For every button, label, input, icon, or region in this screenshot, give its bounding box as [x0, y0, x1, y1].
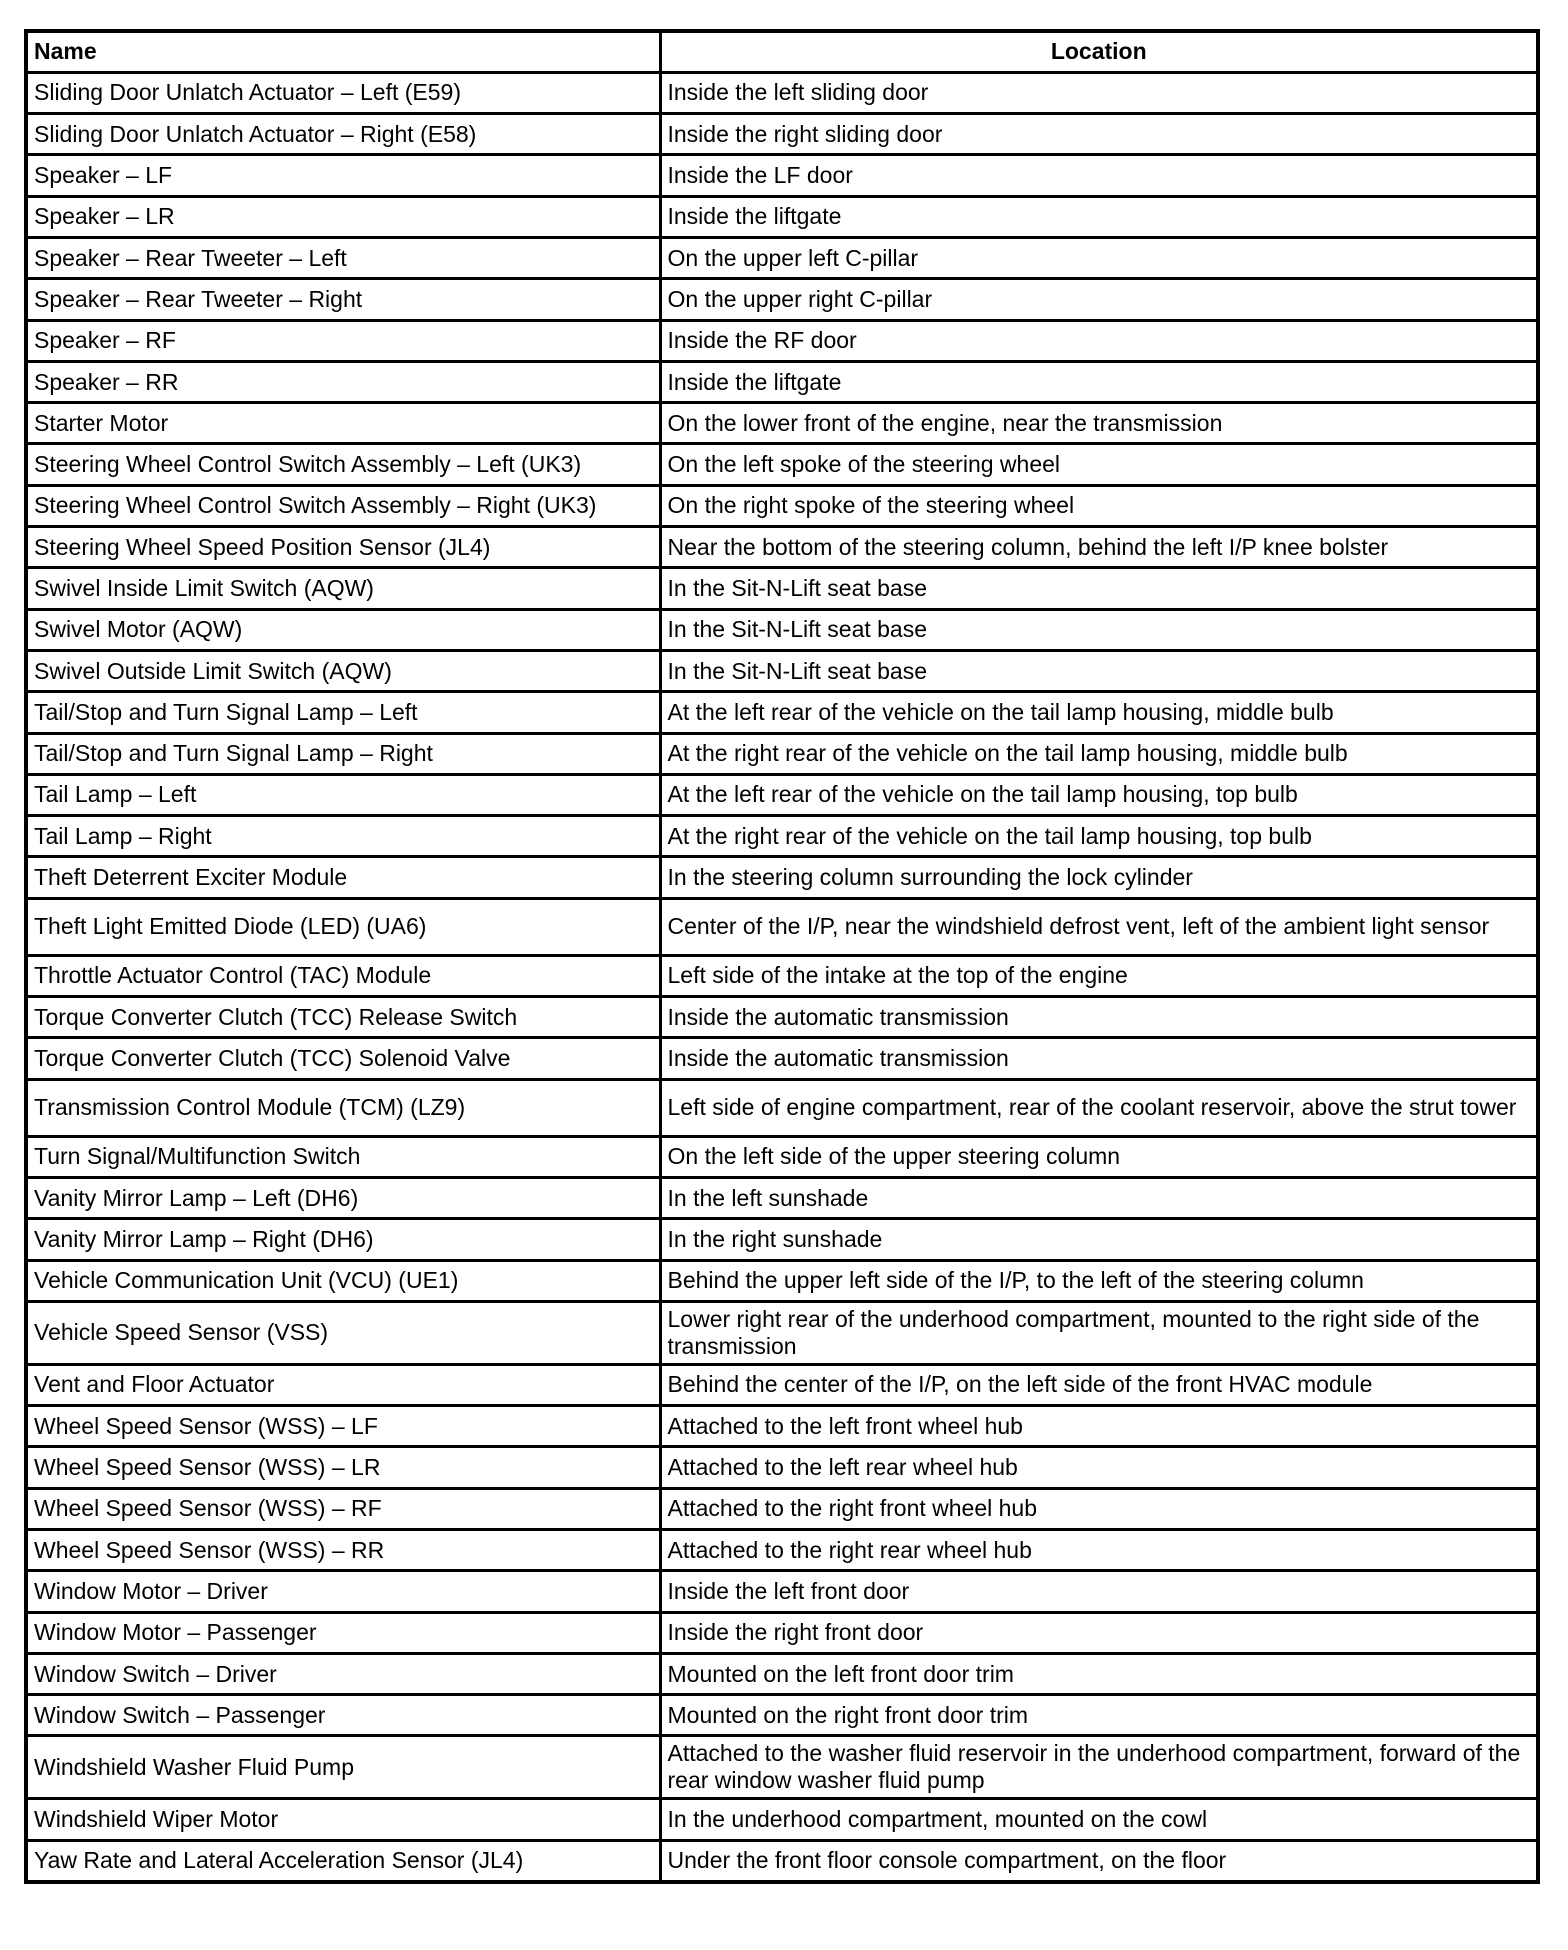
name-column-header: Name	[26, 31, 660, 72]
component-location-cell: On the upper left C-pillar	[660, 237, 1538, 278]
table-row	[26, 114, 1538, 155]
component-location-cell: Near the bottom of the steering column, behind the left I/P knee bolster	[660, 527, 1538, 568]
table-row	[26, 1177, 1538, 1218]
component-location-cell: Attached to the right front wheel hub	[660, 1488, 1538, 1529]
component-name-cell: Window Motor – Passenger	[26, 1612, 660, 1653]
component-location-cell: In the Sit-N-Lift seat base	[660, 568, 1538, 609]
component-location-cell: On the upper right C-pillar	[660, 279, 1538, 320]
table-row	[26, 527, 1538, 568]
component-location-cell: Inside the left sliding door	[660, 72, 1538, 113]
table-row	[26, 774, 1538, 815]
table-row	[26, 237, 1538, 278]
component-name-cell: Windshield Wiper Motor	[26, 1799, 660, 1840]
component-name-cell: Vanity Mirror Lamp – Right (DH6)	[26, 1219, 660, 1260]
table-row	[26, 1079, 1538, 1136]
table-row	[26, 609, 1538, 650]
location-column-header: Location	[660, 31, 1538, 72]
table-row	[26, 444, 1538, 485]
component-name-cell: Tail Lamp – Right	[26, 816, 660, 857]
component-name-cell: Tail/Stop and Turn Signal Lamp – Left	[26, 692, 660, 733]
table-header-row	[26, 31, 1538, 72]
component-name-cell: Speaker – LR	[26, 196, 660, 237]
table-row	[26, 1038, 1538, 1079]
component-name-cell: Transmission Control Module (TCM) (LZ9)	[26, 1079, 660, 1136]
component-name-cell: Swivel Inside Limit Switch (AQW)	[26, 568, 660, 609]
table-row	[26, 1219, 1538, 1260]
table-row	[26, 1406, 1538, 1447]
component-name-cell: Vehicle Speed Sensor (VSS)	[26, 1301, 660, 1364]
table-row	[26, 279, 1538, 320]
component-location-cell: Behind the upper left side of the I/P, to the left of the steering column	[660, 1260, 1538, 1301]
table-row	[26, 1488, 1538, 1529]
component-name-cell: Torque Converter Clutch (TCC) Solenoid Valve	[26, 1038, 660, 1079]
component-name-cell: Window Switch – Passenger	[26, 1695, 660, 1736]
component-location-cell: In the Sit-N-Lift seat base	[660, 609, 1538, 650]
table-row	[26, 1260, 1538, 1301]
component-location-cell: In the underhood compartment, mounted on the cowl	[660, 1799, 1538, 1840]
table-row	[26, 155, 1538, 196]
component-location-cell: Left side of the intake at the top of the engine	[660, 955, 1538, 996]
component-location-cell: Behind the center of the I/P, on the left side of the front HVAC module	[660, 1364, 1538, 1405]
table-row	[26, 1571, 1538, 1612]
component-location-cell: Mounted on the left front door trim	[660, 1653, 1538, 1694]
component-location-cell: On the right spoke of the steering wheel	[660, 485, 1538, 526]
component-name-cell: Window Motor – Driver	[26, 1571, 660, 1612]
component-name-cell: Sliding Door Unlatch Actuator – Left (E59)	[26, 72, 660, 113]
component-name-cell: Window Switch – Driver	[26, 1653, 660, 1694]
component-name-cell: Sliding Door Unlatch Actuator – Right (E58)	[26, 114, 660, 155]
component-name-cell: Tail Lamp – Left	[26, 774, 660, 815]
table-row	[26, 196, 1538, 237]
table-row	[26, 1447, 1538, 1488]
component-location-cell: Mounted on the right front door trim	[660, 1695, 1538, 1736]
table-row	[26, 1695, 1538, 1736]
component-location-cell: At the left rear of the vehicle on the tail lamp housing, middle bulb	[660, 692, 1538, 733]
component-location-cell: Inside the right front door	[660, 1612, 1538, 1653]
table-row	[26, 816, 1538, 857]
table-row	[26, 1840, 1538, 1881]
component-name-cell: Swivel Motor (AQW)	[26, 609, 660, 650]
component-location-cell: Inside the left front door	[660, 1571, 1538, 1612]
table-row	[26, 898, 1538, 955]
component-name-cell: Theft Deterrent Exciter Module	[26, 857, 660, 898]
table-row	[26, 692, 1538, 733]
component-location-cell: On the left spoke of the steering wheel	[660, 444, 1538, 485]
table-row	[26, 1612, 1538, 1653]
component-name-cell: Yaw Rate and Lateral Acceleration Sensor (JL4)	[26, 1840, 660, 1881]
component-name-cell: Steering Wheel Control Switch Assembly – Right (UK3)	[26, 485, 660, 526]
component-name-cell: Speaker – Rear Tweeter – Left	[26, 237, 660, 278]
component-name-cell: Vanity Mirror Lamp – Left (DH6)	[26, 1177, 660, 1218]
component-location-cell: On the left side of the upper steering column	[660, 1136, 1538, 1177]
component-name-cell: Steering Wheel Control Switch Assembly – Left (UK3)	[26, 444, 660, 485]
component-location-cell: Inside the LF door	[660, 155, 1538, 196]
component-location-cell: On the lower front of the engine, near the transmission	[660, 403, 1538, 444]
component-location-cell: In the Sit-N-Lift seat base	[660, 650, 1538, 691]
component-name-cell: Speaker – Rear Tweeter – Right	[26, 279, 660, 320]
component-name-cell: Speaker – LF	[26, 155, 660, 196]
table-row	[26, 72, 1538, 113]
component-name-cell: Wheel Speed Sensor (WSS) – RR	[26, 1530, 660, 1571]
component-location-cell: Attached to the left front wheel hub	[660, 1406, 1538, 1447]
table-row	[26, 733, 1538, 774]
table-row	[26, 997, 1538, 1038]
component-name-cell: Speaker – RR	[26, 361, 660, 402]
table-row	[26, 361, 1538, 402]
component-name-cell: Wheel Speed Sensor (WSS) – RF	[26, 1488, 660, 1529]
component-name-cell: Turn Signal/Multifunction Switch	[26, 1136, 660, 1177]
component-location-table	[24, 29, 1540, 1884]
table-row	[26, 1653, 1538, 1694]
component-location-cell: Inside the liftgate	[660, 361, 1538, 402]
table-row	[26, 1301, 1538, 1364]
table-row	[26, 320, 1538, 361]
component-name-cell: Torque Converter Clutch (TCC) Release Switch	[26, 997, 660, 1038]
component-location-cell: Attached to the left rear wheel hub	[660, 1447, 1538, 1488]
table-row	[26, 1364, 1538, 1405]
table-row	[26, 955, 1538, 996]
component-location-cell: In the right sunshade	[660, 1219, 1538, 1260]
component-name-cell: Tail/Stop and Turn Signal Lamp – Right	[26, 733, 660, 774]
component-name-cell: Vehicle Communication Unit (VCU) (UE1)	[26, 1260, 660, 1301]
component-location-cell: Attached to the right rear wheel hub	[660, 1530, 1538, 1571]
table-row	[26, 403, 1538, 444]
table-row	[26, 568, 1538, 609]
component-location-cell: In the steering column surrounding the lock cylinder	[660, 857, 1538, 898]
component-name-cell: Speaker – RF	[26, 320, 660, 361]
component-name-cell: Throttle Actuator Control (TAC) Module	[26, 955, 660, 996]
component-location-cell: At the right rear of the vehicle on the tail lamp housing, top bulb	[660, 816, 1538, 857]
component-location-cell: At the left rear of the vehicle on the tail lamp housing, top bulb	[660, 774, 1538, 815]
component-name-cell: Theft Light Emitted Diode (LED) (UA6)	[26, 898, 660, 955]
component-location-cell: Center of the I/P, near the windshield defrost vent, left of the ambient light sensor	[660, 898, 1538, 955]
component-name-cell: Windshield Washer Fluid Pump	[26, 1736, 660, 1799]
component-location-cell: Inside the RF door	[660, 320, 1538, 361]
component-location-cell: In the left sunshade	[660, 1177, 1538, 1218]
component-location-cell: Left side of engine compartment, rear of the coolant reservoir, above the strut tower	[660, 1079, 1538, 1136]
component-location-cell: Under the front floor console compartment, on the floor	[660, 1840, 1538, 1881]
component-location-cell: Inside the liftgate	[660, 196, 1538, 237]
component-location-cell: Inside the right sliding door	[660, 114, 1538, 155]
table-row	[26, 1799, 1538, 1840]
component-location-cell: At the right rear of the vehicle on the tail lamp housing, middle bulb	[660, 733, 1538, 774]
table-row	[26, 1736, 1538, 1799]
component-name-cell: Vent and Floor Actuator	[26, 1364, 660, 1405]
table-row	[26, 485, 1538, 526]
component-location-cell: Inside the automatic transmission	[660, 1038, 1538, 1079]
component-name-cell: Starter Motor	[26, 403, 660, 444]
component-location-cell: Lower right rear of the underhood compartment, mounted to the right side of the transmission	[660, 1301, 1538, 1364]
component-name-cell: Wheel Speed Sensor (WSS) – LF	[26, 1406, 660, 1447]
table-row	[26, 857, 1538, 898]
component-location-cell: Inside the automatic transmission	[660, 997, 1538, 1038]
table-row	[26, 650, 1538, 691]
component-name-cell: Steering Wheel Speed Position Sensor (JL4)	[26, 527, 660, 568]
component-name-cell: Swivel Outside Limit Switch (AQW)	[26, 650, 660, 691]
component-name-cell: Wheel Speed Sensor (WSS) – LR	[26, 1447, 660, 1488]
table-row	[26, 1136, 1538, 1177]
component-location-cell: Attached to the washer fluid reservoir in the underhood compartment, forward of the rear window washer fluid pump	[660, 1736, 1538, 1799]
table-row	[26, 1530, 1538, 1571]
